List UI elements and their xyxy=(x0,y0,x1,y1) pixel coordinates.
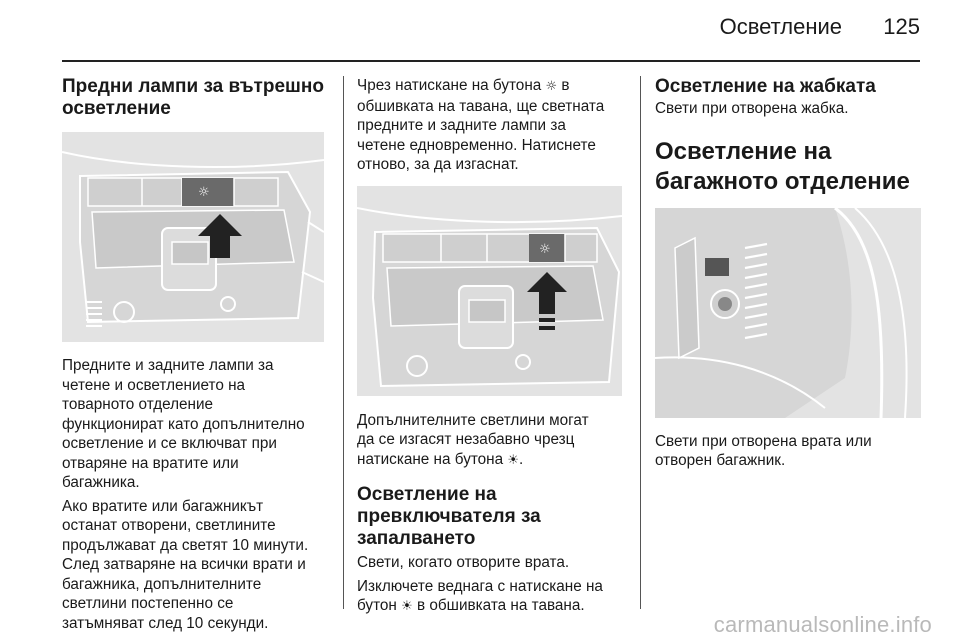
column-3 xyxy=(655,76,923,471)
page-number: 125 xyxy=(883,14,920,39)
section-heading-glovebox-light: Осветление на жабката xyxy=(655,76,876,97)
reading-lamp-icon: ☼ xyxy=(545,79,558,94)
figure-front-lamp-panel xyxy=(62,132,324,342)
svg-text:☼: ☼ xyxy=(539,241,551,257)
watermark: carmanualsonline.info xyxy=(713,612,932,637)
figure-reading-lamp-button xyxy=(357,186,622,396)
page-title: Осветление xyxy=(719,14,842,39)
section-heading-luggage-light: Осветление на багажното отделение xyxy=(655,137,910,195)
paragraph-extra-lights-off: Допълнителните светлини могат да се изгасят незабавно чрезц натискане на бутона ☀. xyxy=(357,411,589,468)
page-header xyxy=(0,0,960,62)
column-divider-1 xyxy=(343,76,344,609)
column-1 xyxy=(62,76,330,633)
paragraph-lamps-timeout: Ако вратите или багажникът останат отворени, светлините продължават да светят 10 минути. След затваряне на всички врати и багажника, допълнителните светлини постепенно се затъмняват след 10 секунди. xyxy=(62,497,309,632)
paragraph-luggage-light: Свети при отворена врата или отворен багажник. xyxy=(655,432,872,469)
svg-text:☼: ☼ xyxy=(198,185,210,200)
section-heading-ignition-light: Осветление на превключвателя за запалването xyxy=(357,484,541,549)
paragraph-glovebox: Свети при отворена жабка. xyxy=(655,100,849,117)
courtesy-light-icon: ☀ xyxy=(401,599,413,614)
courtesy-light-icon: ☀ xyxy=(507,452,520,468)
figure-luggage-compartment xyxy=(655,208,921,418)
paragraph-ignition-off: Изключете веднага с натискане на бутон ☀ в обшивката на тавана. xyxy=(357,577,603,614)
header-divider xyxy=(62,60,920,62)
paragraph-ignition-open: Свети, когато отворите врата. xyxy=(357,554,570,571)
column-divider-2 xyxy=(640,76,641,609)
paragraph-reading-lamps-button: Чрез натискане на бутона ☼ в обшивката на тавана, ще светната предните и задните лампи за четене едновременно. Натиснете отново, за да изгаснат. xyxy=(357,77,605,173)
paragraph-lamps-function: Предните и задните лампи за четене и осветлението на товарното отделение функционират като допълнително осветление и се включват при отваряне на вратите или багажника. xyxy=(62,357,305,491)
column-2 xyxy=(357,76,622,617)
section-heading-front-lamps: Предни лампи за вътрешно осветление xyxy=(62,76,324,119)
